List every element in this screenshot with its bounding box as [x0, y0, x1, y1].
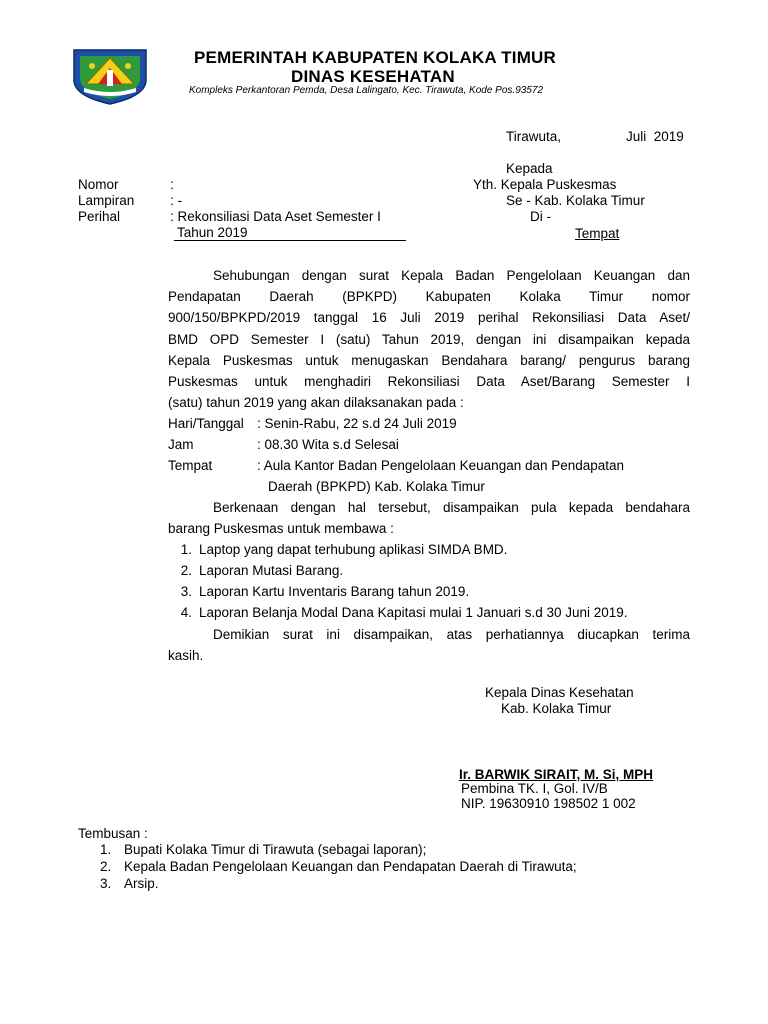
recipient-di: Di -	[530, 209, 551, 224]
list-text: Laptop yang dapat terhubung aplikasi SIMDA BMD.	[199, 542, 508, 557]
recipient-tempat: Tempat	[575, 226, 620, 241]
hari-label: Hari/Tanggal	[168, 416, 244, 431]
paragraph-line: Sehubungan dengan surat Kepala Badan Pengelolaan Keuangan dan	[213, 268, 690, 283]
tembusan-item	[100, 841, 426, 858]
tempat-value-line2: Daerah (BPKPD) Kab. Kolaka Timur	[268, 479, 485, 494]
paragraph-line: kasih.	[168, 648, 204, 664]
list-number: 3.	[100, 876, 112, 891]
recipient-se: Se - Kab. Kolaka Timur	[506, 193, 645, 208]
paragraph-line: Kepala Puskesmas untuk menugaskan Bendahara barang/ pengurus barang	[168, 352, 690, 368]
signature-rank: Pembina TK. I, Gol. IV/B	[461, 781, 608, 796]
coat-of-arms-logo	[70, 44, 150, 106]
signature-title-2: Kab. Kolaka Timur	[501, 701, 612, 716]
signature-nip: NIP. 19630910 198502 1 002	[461, 796, 636, 811]
list-number: 4.	[180, 605, 192, 620]
list-text: Bupati Kolaka Timur di Tirawuta (sebagai laporan);	[124, 842, 427, 857]
list-text: Laporan Belanja Modal Dana Kapitasi mulai 1 Januari s.d 30 Juni 2019.	[199, 605, 628, 620]
letterhead-line1: PEMERINTAH KABUPATEN KOLAKA TIMUR	[194, 48, 557, 67]
list-text: Kepala Badan Pengelolaan Keuangan dan Pendapatan Daerah di Tirawuta;	[124, 859, 577, 874]
tempat-label: Tempat	[168, 458, 213, 473]
lampiran-value: : -	[170, 193, 182, 208]
perihal-label: Perihal	[78, 209, 121, 224]
hari-value: : Senin-Rabu, 22 s.d 24 Juli 2019	[257, 416, 457, 431]
perihal-value-line2: Tahun 2019	[177, 225, 248, 240]
letterhead-line2: DINAS KESEHATAN	[291, 67, 455, 86]
paragraph-line: barang Puskesmas untuk membawa :	[168, 521, 394, 537]
signature-title-1: Kepala Dinas Kesehatan	[485, 685, 634, 700]
recipient-kepada: Kepada	[506, 161, 553, 176]
date: Juli 2019	[626, 129, 684, 144]
paragraph-line: BMD OPD Semester I (satu) Tahun 2019, dengan ini disampaikan kepada	[168, 331, 690, 347]
list-number: 2.	[180, 563, 192, 578]
list-text: Laporan Mutasi Barang.	[199, 563, 344, 578]
list-number: 3.	[180, 584, 192, 599]
body-paragraph-2	[168, 497, 690, 539]
signature-name: Ir. BARWIK SIRAIT, M. Si, MPH	[459, 767, 654, 782]
paragraph-line: Pendapatan Daerah (BPKPD) Kabupaten Kolaka Timur nomor	[168, 289, 690, 305]
list-item	[168, 583, 469, 600]
perihal-underline	[174, 240, 406, 241]
list-item	[168, 604, 628, 621]
list-text: Laporan Kartu Inventaris Barang tahun 2019.	[199, 584, 470, 599]
paragraph-line: Demikian surat ini disampaikan, atas perhatiannya diucapkan terima	[213, 627, 690, 642]
recipient-yth: Yth. Kepala Puskesmas	[473, 177, 617, 192]
list-number: 2.	[100, 859, 112, 874]
paragraph-line: Puskesmas untuk menghadiri Rekonsiliasi Data Aset/Barang Semester I	[168, 373, 690, 389]
jam-label: Jam	[168, 437, 194, 452]
tembusan-item	[100, 875, 159, 892]
jam-value: : 08.30 Wita s.d Selesai	[257, 437, 399, 452]
tembusan-label: Tembusan :	[78, 826, 148, 841]
list-number: 1.	[180, 542, 192, 557]
place: Tirawuta,	[506, 129, 562, 144]
paragraph-line: (satu) tahun 2019 yang akan dilaksanakan pada :	[168, 395, 464, 411]
paragraph-line: Berkenaan dengan hal tersebut, disampaikan pula kepada bendahara	[213, 500, 690, 515]
list-item	[168, 541, 507, 558]
nomor-value: :	[170, 177, 174, 192]
list-text: Arsip.	[124, 876, 159, 891]
list-number: 1.	[100, 842, 112, 857]
body-paragraph-3	[168, 624, 690, 666]
tempat-value-line1: : Aula Kantor Badan Pengelolaan Keuangan dan Pendapatan	[257, 458, 625, 473]
nomor-label: Nomor	[78, 177, 119, 192]
list-item	[168, 562, 343, 579]
paragraph-line: 900/150/BPKPD/2019 tanggal 16 Juli 2019 perihal Rekonsiliasi Data Aset/	[168, 310, 690, 326]
letterhead-address: Kompleks Perkantoran Pemda, Desa Lalingato, Kec. Tirawuta, Kode Pos.93572	[189, 85, 544, 96]
body-paragraph-1	[168, 265, 690, 413]
tembusan-item	[100, 858, 577, 875]
perihal-value: : Rekonsiliasi Data Aset Semester I	[170, 209, 381, 224]
lampiran-label: Lampiran	[78, 193, 135, 208]
